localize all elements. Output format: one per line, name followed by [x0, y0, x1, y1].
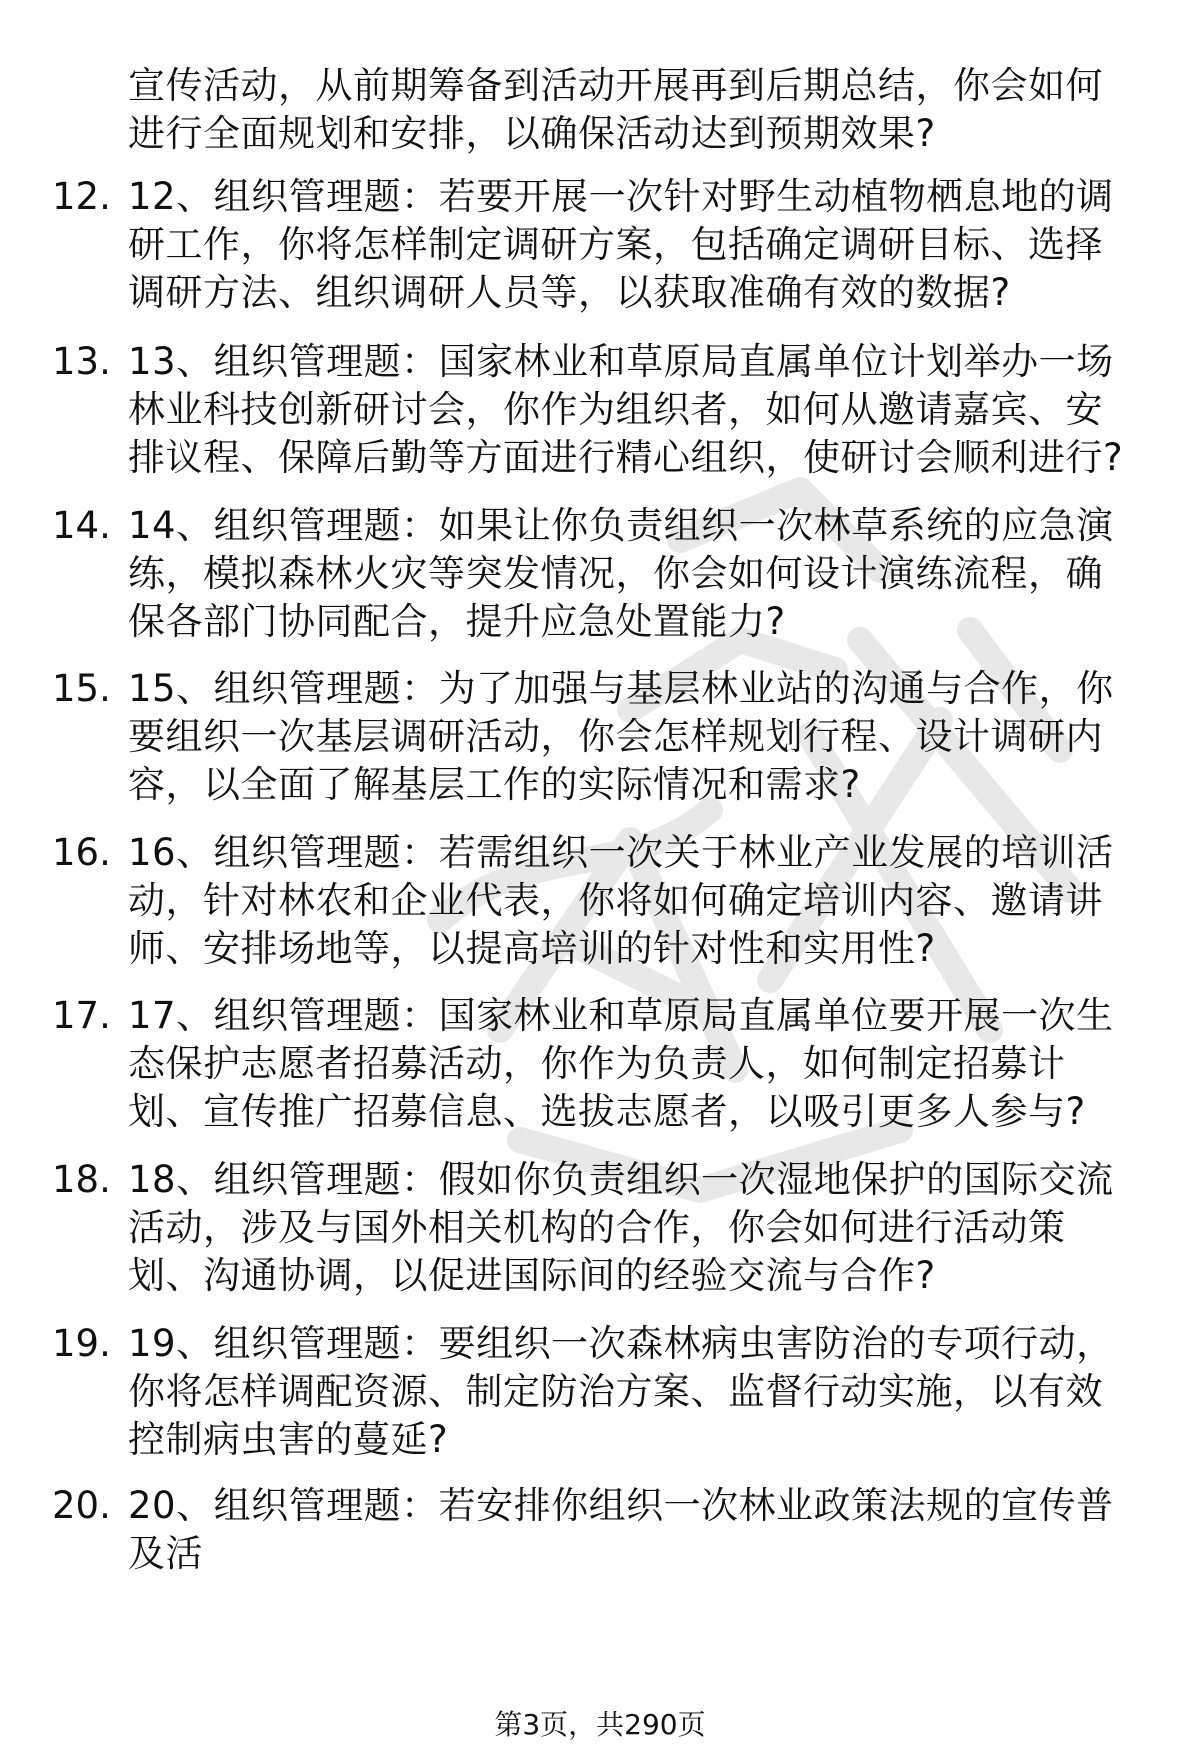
- question-item-16: [0, 829, 1200, 979]
- question-text: 16、组织管理题：若需组织一次关于林业产业发展的培训活动，针对林农和企业代表，你将如何确定培训内容、邀请讲师、安排场地等，以提高培训的针对性和实用性?: [128, 831, 1114, 970]
- question-text: 14、组织管理题：如果让你负责组织一次林草系统的应急演练，模拟森林火灾等突发情况，你会如何设计演练流程，确保各部门协同配合，提升应急处置能力?: [128, 504, 1114, 643]
- question-text: 20、组织管理题：若安排你组织一次林业政策法规的宣传普及活: [128, 1484, 1114, 1575]
- question-text: 12、组织管理题：若要开展一次针对野生动植物栖息地的调研工作，你将怎样制定调研方案，包括确定调研目标、选择调研方法、组织调研人员等，以获取准确有效的数据?: [128, 175, 1114, 314]
- page-footer: 第3页，共290页: [494, 1708, 706, 1741]
- question-item-17: [0, 992, 1200, 1142]
- question-number: 19.: [52, 1322, 111, 1365]
- question-item-20: [0, 1482, 1200, 1632]
- continuation-paragraph: 宣传活动，从前期筹备到活动开展再到后期总结，你会如何进行全面规划和安排，以确保活动达到预期效果?: [128, 64, 1103, 155]
- question-item-14: [0, 502, 1200, 652]
- question-text: 18、组织管理题：假如你负责组织一次湿地保护的国际交流活动，涉及与国外相关机构的合作，你会如何进行活动策划、沟通协调，以促进国际间的经验交流与合作?: [128, 1158, 1114, 1297]
- question-item-18: [0, 1156, 1200, 1306]
- question-number: 14.: [52, 504, 111, 547]
- question-text: 13、组织管理题：国家林业和草原局直属单位计划举办一场林业科技创新研讨会，你作为组织者，如何从邀请嘉宾、安排议程、保障后勤等方面进行精心组织，使研讨会顺利进行?: [128, 340, 1124, 479]
- question-number: 13.: [52, 340, 111, 383]
- question-number: 17.: [52, 994, 111, 1037]
- question-text: 17、组织管理题：国家林业和草原局直属单位要开展一次生态保护志愿者招募活动，你作为负责人，如何制定招募计划、宣传推广招募信息、选拔志愿者，以吸引更多人参与?: [128, 994, 1114, 1133]
- question-text: 19、组织管理题：要组织一次森林病虫害防治的专项行动，你将怎样调配资源、制定防治方案、监督行动实施，以有效控制病虫害的蔓延?: [128, 1322, 1114, 1461]
- question-number: 12.: [52, 175, 111, 218]
- question-text: 15、组织管理题：为了加强与基层林业站的沟通与合作，你要组织一次基层调研活动，你会怎样规划行程、设计调研内容，以全面了解基层工作的实际情况和需求?: [128, 667, 1114, 806]
- question-number: 16.: [52, 831, 111, 874]
- question-item-15: [0, 665, 1200, 815]
- question-number: 18.: [52, 1158, 111, 1201]
- question-item-13: [0, 338, 1200, 488]
- question-number: 15.: [52, 667, 111, 710]
- question-item-12: [0, 173, 1200, 323]
- question-item-19: [0, 1320, 1200, 1470]
- question-number: 20.: [52, 1484, 111, 1527]
